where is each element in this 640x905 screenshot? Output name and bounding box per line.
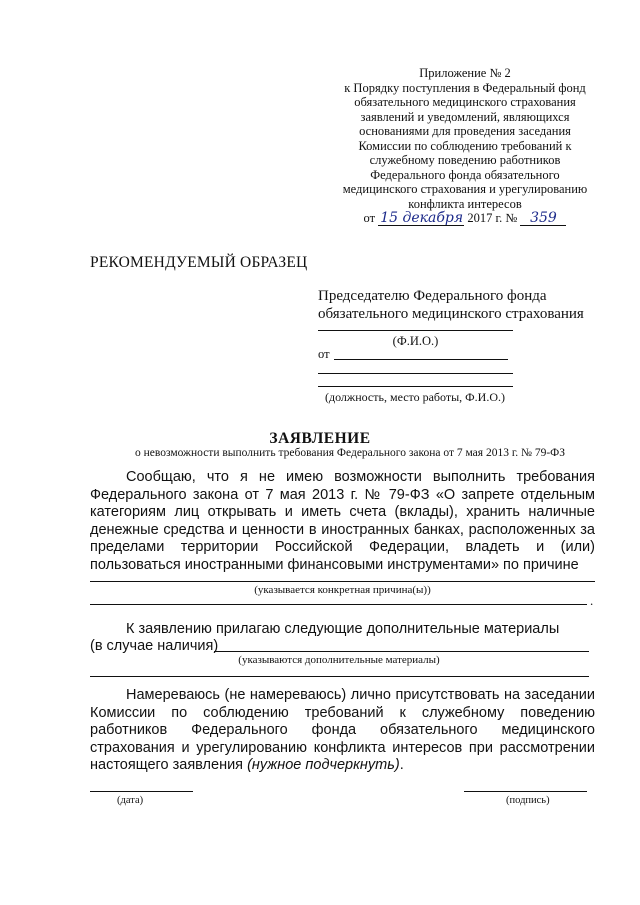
order-date-line	[330, 211, 600, 226]
appendix-line: обязательного медицинского страхования	[354, 95, 576, 109]
signature-label: (подпись)	[506, 795, 550, 806]
fio-blank-line	[318, 330, 513, 331]
from-label: от	[318, 347, 330, 361]
date-year: 2017 г. №	[467, 211, 518, 225]
attachments-paragraph	[90, 621, 595, 639]
appendix-header	[330, 66, 600, 226]
reason-label: (указывается конкретная причина(ы))	[254, 584, 431, 596]
date-label: (дата)	[117, 795, 144, 806]
fio-label: (Ф.И.О.)	[392, 334, 439, 348]
appendix-line: заявлений и уведомлений, являющихся	[360, 109, 570, 124]
appendix-line: Приложение № 2	[419, 66, 511, 80]
attachments-paragraph-cont	[90, 638, 218, 656]
appendix-line: основаниями для проведения заседания	[359, 124, 571, 138]
document-subtitle: о невозможности выполнить требования Федерального закона от 7 мая 2013 г. № 79-ФЗ	[134, 447, 566, 459]
date-prefix: от	[363, 211, 376, 225]
signature-blank-line	[464, 791, 587, 792]
attachments-text: К заявлению прилагаю следующие дополнительные материалы	[126, 621, 560, 637]
appendix-line: служебному поведению работников	[369, 153, 561, 167]
materials-blank-line-2	[90, 676, 589, 677]
from-blank-line	[334, 359, 508, 360]
reason-blank-line-2	[90, 604, 587, 605]
appendix-line: к Порядку поступления в Федеральный фонд	[344, 80, 586, 95]
attendance-note: (нужное подчеркнуть)	[247, 757, 400, 773]
addressee-line: обязательного медицинского страхования	[318, 306, 584, 322]
position-label: (должность, место работы, Ф.И.О.)	[324, 390, 505, 404]
reason-blank-line	[90, 581, 595, 582]
position-blank-line	[318, 386, 513, 387]
attendance-paragraph	[90, 687, 595, 775]
materials-label: (указываются дополнительные материалы)	[238, 654, 440, 666]
materials-blank-line	[214, 651, 589, 652]
attachments-text-2: (в случае наличия)	[90, 638, 219, 654]
attendance-text: Намереваюсь (не намереваюсь) лично присутствовать на заседании Комиссии по соблюдению требований к служебному поведению работников Федерального фонда обязательного медицинского страхования и урегулированию конфликта интересов при рассмотрении настоящего заявления	[90, 687, 595, 773]
appendix-line: Комиссии по соблюдению требований к	[358, 138, 572, 153]
date-blank-line	[90, 791, 193, 792]
addressee-block	[318, 287, 584, 323]
attendance-period: .	[399, 757, 404, 773]
recommended-sample-label: РЕКОМЕНДУЕМЫЙ ОБРАЗЕЦ	[90, 254, 308, 271]
handwritten-order-number: 359	[520, 212, 566, 226]
appendix-line: Федерального фонда обязательного	[370, 167, 560, 182]
appendix-line: медицинского страхования и урегулированию	[342, 182, 588, 196]
addressee-line: Председателю Федерального фонда	[318, 288, 547, 304]
handwritten-date: 15 декабря	[380, 209, 464, 226]
from-blank-line-2	[318, 373, 513, 374]
reason-period: .	[590, 593, 594, 608]
statement-paragraph	[90, 469, 595, 574]
appendix-line: конфликта интересов	[408, 196, 522, 211]
document-title: ЗАЯВЛЕНИЕ	[269, 430, 371, 447]
statement-text: Сообщаю, что я не имею возможности выполнить требования Федерального закона от 7 мая 2013 г. № 79-ФЗ «О запрете отдельным категориям лиц открывать и иметь счета (вклады), хранить наличные денежные средства и ценности в иностранных банках, расположенных за пределами территории Российской Федерации, владеть и (или) пользоваться иностранными финансовыми инструментами» по причине	[90, 469, 595, 573]
